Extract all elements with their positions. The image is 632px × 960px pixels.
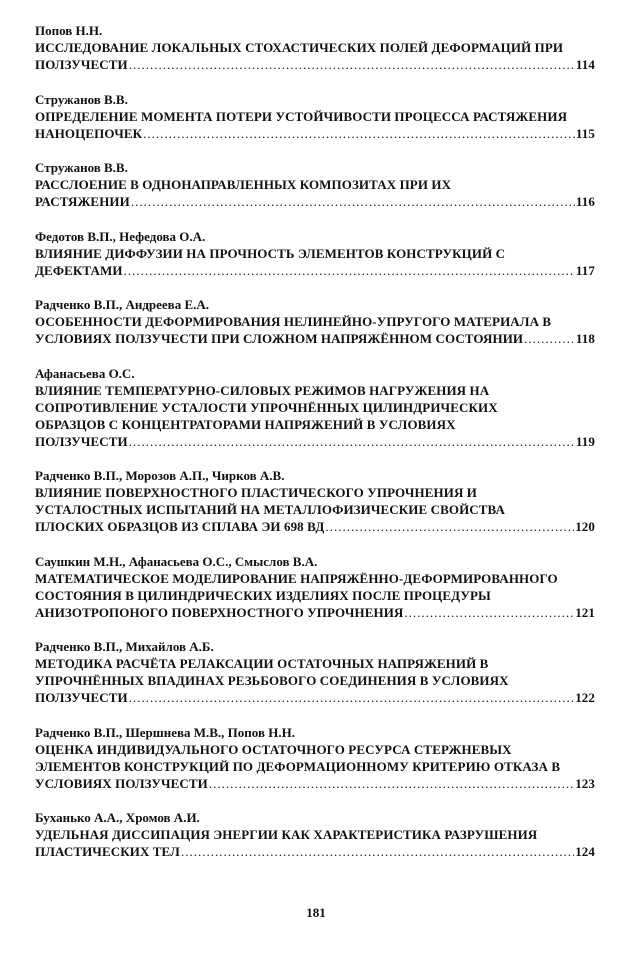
entry-title-line: ВЛИЯНИЕ ПОВЕРХНОСТНОГО ПЛАСТИЧЕСКОГО УПРОЧНЕНИЯ И [35,485,478,500]
entry-title-line: ПЛАСТИЧЕСКИХ ТЕЛ [35,844,180,859]
toc-entry [35,467,595,535]
entry-page-number: 123 [575,775,595,791]
entry-title-line: ВЛИЯНИЕ ДИФФУЗИИ НА ПРОЧНОСТЬ ЭЛЕМЕНТОВ КОНСТРУКЦИЙ С [35,245,506,261]
entry-title-line: ВЛИЯНИЕ ТЕМПЕРАТУРНО-СИЛОВЫХ РЕЖИМОВ НАГРУЖЕНИЯ НА [35,382,490,398]
entry-title-last-line [35,56,595,73]
entry-title [35,655,595,706]
entry-title-line: ОБРАЗЦОВ С КОНЦЕНТРАТОРАМИ НАПРЯЖЕНИЙ В УСЛОВИЯХ [35,416,456,432]
toc-entry [35,228,595,279]
entry-authors: Буханько А.А., Хромов А.И. [35,810,200,825]
entry-title-line: СОПРОТИВЛЕНИЕ УСТАЛОСТИ УПРОЧНЁННЫХ ЦИЛИНДРИЧЕСКИХ [35,399,498,415]
entry-title-line: ИССЛЕДОВАНИЕ ЛОКАЛЬНЫХ СТОХАСТИЧЕСКИХ ПОЛЕЙ ДЕФОРМАЦИЙ ПРИ [35,40,564,55]
dot-leader [325,518,574,535]
entry-authors: Радченко В.П., Шершнева М.В., Попов Н.Н. [35,724,295,740]
entry-page-number: 116 [575,194,595,209]
entry-title-line: ОЦЕНКА ИНДИВИДУАЛЬНОГО ОСТАТОЧНОГО РЕСУРСА СТЕРЖНЕВЫХ [35,741,512,757]
dot-leader [124,262,575,279]
entry-title-line: НАНОЦЕПОЧЕК [35,125,143,141]
entry-page-number: 117 [575,262,595,278]
page-number: 181 [306,905,326,920]
toc-entry [35,91,595,142]
dot-leader [181,843,574,860]
entry-authors: Стружанов В.В. [35,91,128,107]
entry-title-line: ПОЛЗУЧЕСТИ [35,57,128,72]
entry-title-line: ПОЛЗУЧЕСТИ [35,690,128,705]
dot-leader [129,56,575,73]
entry-title [35,245,595,279]
entry-title [35,313,595,347]
entry-title-line: ПЛОСКИХ ОБРАЗЦОВ ИЗ СПЛАВА ЭИ 698 ВД [35,519,325,534]
entry-title-line: ОСОБЕННОСТИ ДЕФОРМИРОВАНИЯ НЕЛИНЕЙНО-УПРУГОГО МАТЕРИАЛА В [35,314,552,329]
entry-page-number: 121 [575,604,595,620]
toc-entry [35,22,595,73]
entry-authors: Радченко В.П., Михайлов А.Б. [35,639,214,654]
dot-leader [129,689,574,706]
entry-title-line: ЭЛЕМЕНТОВ КОНСТРУКЦИЙ ПО ДЕФОРМАЦИОННОМУ КРИТЕРИЮ ОТКАЗА В [35,758,561,774]
entry-authors: Федотов В.П., Нефедова О.А. [35,228,206,244]
dot-leader [129,433,575,450]
entry-page-number: 118 [575,331,595,346]
entry-title-line: УСЛОВИЯХ ПОЛЗУЧЕСТИ [35,775,208,791]
entry-title-last-line [35,330,595,347]
entry-title-last-line [35,843,595,860]
entry-title [35,826,595,860]
entry-page-number: 122 [575,690,595,705]
entry-page-number: 124 [575,844,595,859]
entry-title-line: АНИЗОТРОПОНОГО ПОВЕРХНОСТНОГО УПРОЧНЕНИЯ [35,604,404,620]
dot-leader [131,193,575,210]
entry-title-last-line [35,193,595,210]
toc-entry [35,296,595,347]
entry-title-last-line [35,689,595,706]
entry-authors: Радченко В.П., Морозов А.П., Чирков А.В. [35,468,285,483]
toc-entry [35,724,595,792]
dot-leader [524,330,575,347]
entry-page-number: 120 [575,519,595,534]
entry-title-last-line [35,262,595,279]
toc-entry [35,365,595,450]
entry-title-last-line [35,433,595,450]
entry-title [35,741,595,792]
entry-authors: Саушкин М.Н., Афанасьева О.С., Смыслов В.А. [35,553,318,569]
toc-entry [35,809,595,860]
entry-title [35,176,595,210]
entry-title-last-line [35,775,595,792]
entry-title-last-line [35,518,595,535]
entry-title-line: МАТЕМАТИЧЕСКОЕ МОДЕЛИРОВАНИЕ НАПРЯЖЁННО-ДЕФОРМИРОВАННОГО [35,570,558,586]
entry-title [35,108,595,142]
entry-page-number: 115 [575,125,595,141]
dot-leader [404,604,574,621]
entry-title-line: УСТАЛОСТНЫХ ИСПЫТАНИЙ НА МЕТАЛЛОФИЗИЧЕСКИЕ СВОЙСТВА [35,502,505,517]
entry-title-last-line [35,604,595,621]
entry-title-line: ПОЛЗУЧЕСТИ [35,433,128,449]
entry-authors: Стружанов В.В. [35,160,128,175]
toc-entry [35,638,595,706]
toc-entry [35,553,595,621]
entry-title-line: УСЛОВИЯХ ПОЛЗУЧЕСТИ ПРИ СЛОЖНОМ НАПРЯЖЁННОМ СОСТОЯНИИ [35,331,524,346]
dot-leader [143,125,575,142]
entry-title-line: РАСТЯЖЕНИИ [35,194,130,209]
entry-title-line: ОПРЕДЕЛЕНИЕ МОМЕНТА ПОТЕРИ УСТОЙЧИВОСТИ ПРОЦЕССА РАСТЯЖЕНИЯ [35,108,568,124]
entry-title-line: РАССЛОЕНИЕ В ОДНОНАПРАВЛЕННЫХ КОМПОЗИТАХ ПРИ ИХ [35,177,452,192]
entry-title [35,570,595,621]
entry-title-last-line [35,125,595,142]
entry-title [35,39,595,73]
entry-title-line: УДЕЛЬНАЯ ДИССИПАЦИЯ ЭНЕРГИИ КАК ХАРАКТЕРИСТИКА РАЗРУШЕНИЯ [35,827,538,842]
entry-authors: Попов Н.Н. [35,23,103,38]
entry-authors: Афанасьева О.С. [35,365,135,381]
entry-authors: Радченко В.П., Андреева Е.А. [35,297,210,312]
entry-title-line: МЕТОДИКА РАСЧЁТА РЕЛАКСАЦИИ ОСТАТОЧНЫХ НАПРЯЖЕНИЙ В [35,656,489,671]
entry-page-number: 119 [575,433,595,449]
entry-title [35,382,595,450]
entry-title-line: УПРОЧНЁННЫХ ВПАДИНАХ РЕЗЬБОВОГО СОЕДИНЕНИЯ В УСЛОВИЯХ [35,673,509,688]
entry-page-number: 114 [575,57,595,72]
toc-entry [35,159,595,210]
toc-entries [35,22,595,878]
entry-title [35,484,595,535]
entry-title-line: СОСТОЯНИЯ В ЦИЛИНДРИЧЕСКИХ ИЗДЕЛИЯХ ПОСЛЕ ПРОЦЕДУРЫ [35,587,491,603]
entry-title-line: ДЕФЕКТАМИ [35,262,123,278]
dot-leader [209,775,574,792]
